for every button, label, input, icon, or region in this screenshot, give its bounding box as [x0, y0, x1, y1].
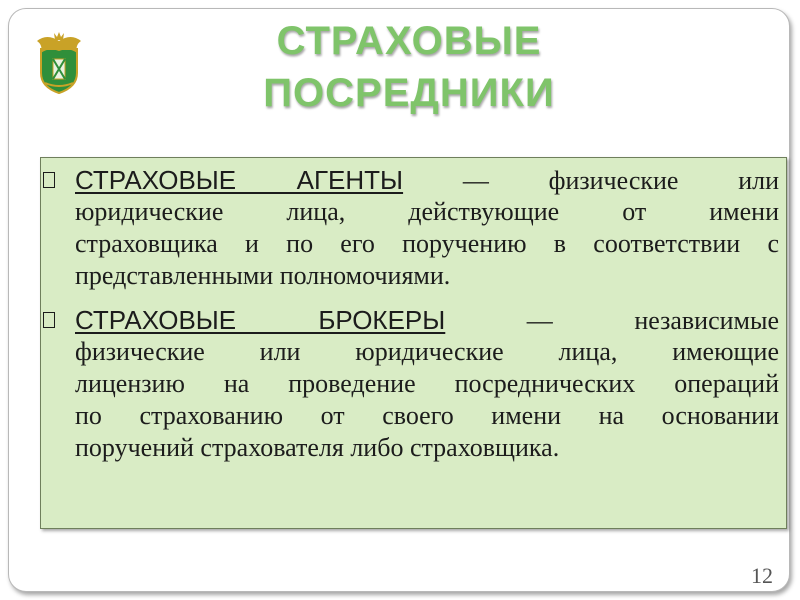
slide	[8, 8, 790, 592]
term-dash: —	[526, 306, 553, 335]
item-line: юридические лица, действующие от имени	[75, 197, 779, 226]
item-line: представленными полномочиями.	[75, 261, 451, 290]
item-line: страховщика и по его поручению в соответствии с	[75, 229, 779, 258]
term-brokers: СТРАХОВЫЕ БРОКЕРЫ	[75, 305, 446, 335]
bullet-box-icon	[43, 312, 55, 328]
item-line: поручений страхователя либо страховщика.	[75, 433, 560, 462]
title-line-1: СТРАХОВЫЕ	[276, 19, 542, 63]
content-box	[40, 157, 787, 529]
item-line: по страхованию от своего имени на основании	[75, 401, 779, 430]
page-title	[179, 15, 639, 119]
term-agents: СТРАХОВЫЕ АГЕНТЫ	[75, 165, 404, 195]
term-dash: —	[462, 166, 489, 195]
title-line-2: ПОСРЕДНИКИ	[263, 71, 555, 115]
item-text: физические или	[548, 166, 780, 195]
bullet-box-icon	[43, 172, 55, 188]
item-line	[75, 164, 779, 196]
page-number: 12	[751, 563, 773, 588]
item-line: лицензию на проведение посреднических операций	[75, 369, 779, 398]
item-text: независимые	[634, 306, 780, 335]
item-line: физические или юридические лица, имеющие	[75, 337, 779, 366]
item-line	[75, 304, 779, 336]
emblem-logo	[33, 31, 85, 95]
